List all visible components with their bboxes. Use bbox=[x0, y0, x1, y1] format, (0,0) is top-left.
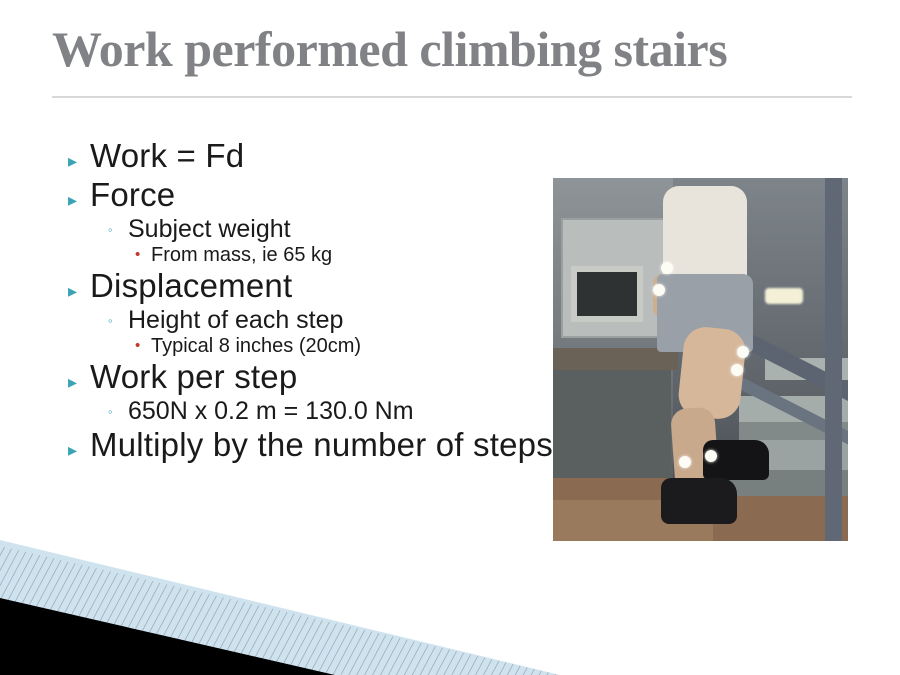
motion-capture-marker-icon bbox=[653, 284, 665, 296]
motion-capture-marker-icon bbox=[705, 450, 717, 462]
list-item bbox=[60, 426, 620, 464]
list-item bbox=[60, 306, 620, 335]
bullet-marker-icon: • bbox=[135, 246, 141, 263]
list-item-label: Height of each step bbox=[128, 306, 344, 334]
list-item-label: 650N x 0.2 m = 130.0 Nm bbox=[128, 397, 414, 425]
list-item-label: Displacement bbox=[90, 267, 293, 304]
photo-person-boot-lower bbox=[661, 478, 737, 524]
list-item bbox=[60, 244, 620, 267]
bullet-marker-icon: ◦ bbox=[108, 404, 113, 419]
list-item-label: Multiply by the number of steps bbox=[90, 426, 553, 463]
bullet-marker-icon: ◦ bbox=[108, 222, 113, 237]
bullet-list bbox=[60, 137, 620, 465]
list-item bbox=[60, 267, 620, 305]
list-item-label: Work = Fd bbox=[90, 137, 245, 174]
bullet-marker-icon: ▸ bbox=[68, 440, 78, 460]
list-item bbox=[60, 397, 620, 426]
list-item-label: Typical 8 inches (20cm) bbox=[151, 335, 362, 357]
bullet-marker-icon: ▸ bbox=[68, 190, 78, 210]
bullet-marker-icon: • bbox=[135, 337, 141, 354]
list-item-label: Force bbox=[90, 176, 176, 213]
bullet-marker-icon: ▸ bbox=[68, 151, 78, 171]
corner-decoration bbox=[0, 540, 560, 675]
page-title: Work performed climbing stairs bbox=[52, 21, 728, 77]
motion-capture-marker-icon bbox=[661, 262, 673, 274]
bullet-marker-icon: ◦ bbox=[108, 313, 113, 328]
list-item bbox=[60, 176, 620, 214]
photo-monitor bbox=[571, 266, 643, 322]
bullet-marker-icon: ▸ bbox=[68, 281, 78, 301]
bullet-marker-icon: ▸ bbox=[68, 372, 78, 392]
list-item-label: Work per step bbox=[90, 358, 298, 395]
motion-capture-marker-icon bbox=[737, 346, 749, 358]
list-item bbox=[60, 358, 620, 396]
list-item bbox=[60, 335, 620, 358]
stair-climb-photo bbox=[553, 178, 848, 541]
photo-desk-body bbox=[553, 370, 671, 480]
list-item-label: Subject weight bbox=[128, 215, 291, 243]
list-item bbox=[60, 215, 620, 244]
photo-rail-post-right bbox=[825, 178, 842, 541]
title-divider bbox=[52, 96, 852, 98]
motion-capture-marker-icon bbox=[679, 456, 691, 468]
list-item-label: From mass, ie 65 kg bbox=[151, 244, 333, 266]
motion-capture-marker-icon bbox=[731, 364, 743, 376]
photo-person-shirt bbox=[663, 186, 747, 284]
photo-light-reflection bbox=[765, 288, 803, 304]
list-item bbox=[60, 137, 620, 175]
